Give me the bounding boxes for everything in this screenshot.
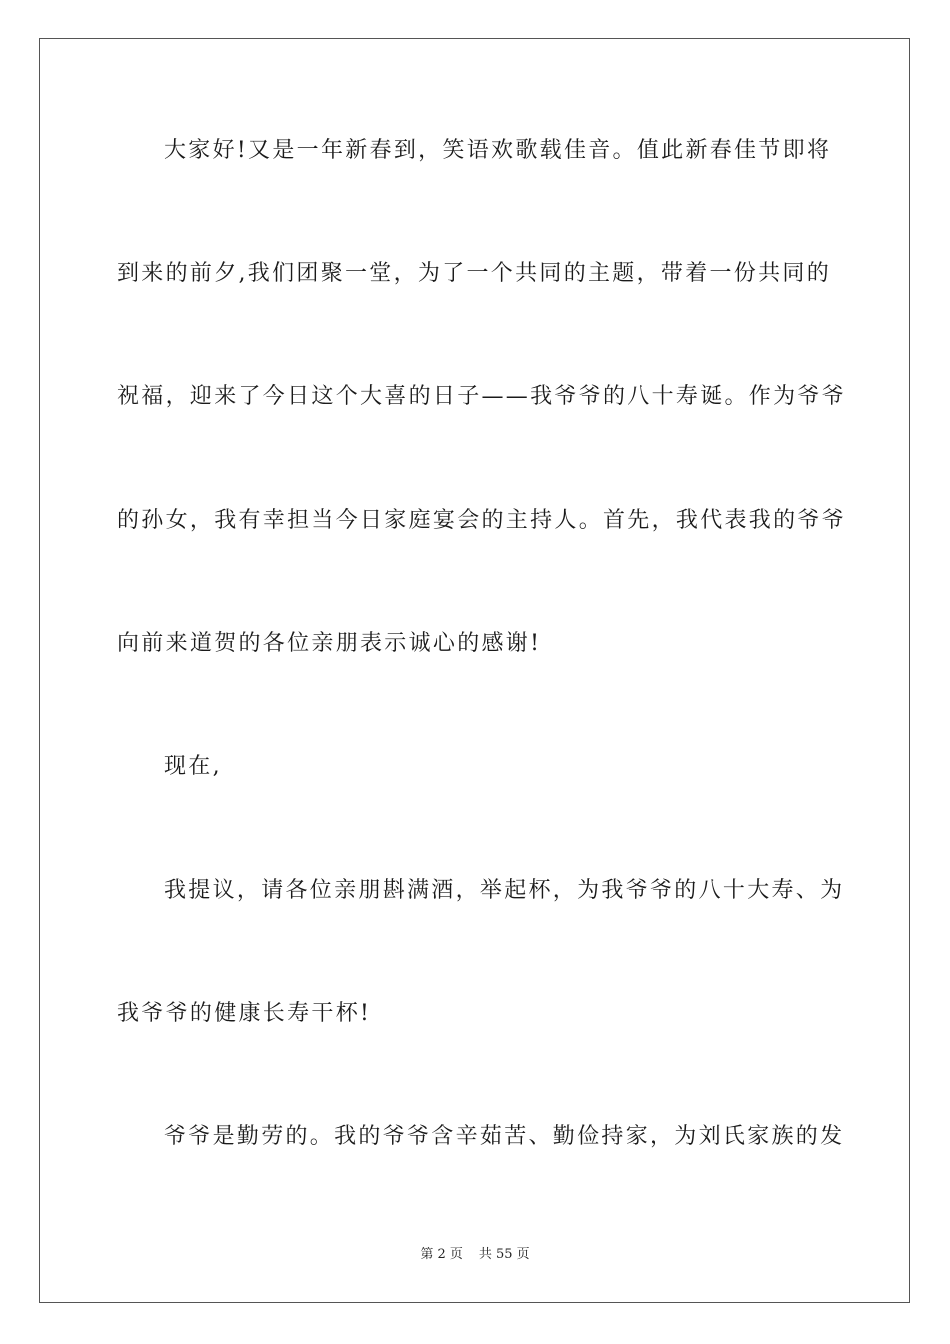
- paragraph-line-3: 祝福，迎来了今日这个大喜的日子——我爷爷的八十寿诞。作为爷爷: [117, 384, 847, 409]
- page-number-total: 共 55 页: [478, 1247, 530, 1262]
- page-footer: [0, 1246, 950, 1264]
- paragraph-line-8: 我爷爷的健康长寿干杯!: [117, 1001, 372, 1026]
- paragraph-line-5: 向前来道贺的各位亲朋表示诚心的感谢!: [117, 631, 542, 656]
- page-border: [39, 38, 910, 1303]
- paragraph-line-6: 现在,: [164, 754, 222, 779]
- page-number-current: 第 2 页: [420, 1247, 463, 1262]
- paragraph-line-1: 大家好!又是一年新春到，笑语欢歌载佳音。值此新春佳节即将: [164, 138, 832, 163]
- paragraph-line-9: 爷爷是勤劳的。我的爷爷含辛茹苦、勤俭持家，为刘氏家族的发: [164, 1124, 845, 1149]
- paragraph-line-7: 我提议，请各位亲朋斟满酒，举起杯，为我爷爷的八十大寿、为: [164, 878, 845, 903]
- paragraph-line-2: 到来的前夕,我们团聚一堂，为了一个共同的主题，带着一份共同的: [117, 261, 831, 286]
- paragraph-line-4: 的孙女，我有幸担当今日家庭宴会的主持人。首先，我代表我的爷爷: [117, 508, 847, 533]
